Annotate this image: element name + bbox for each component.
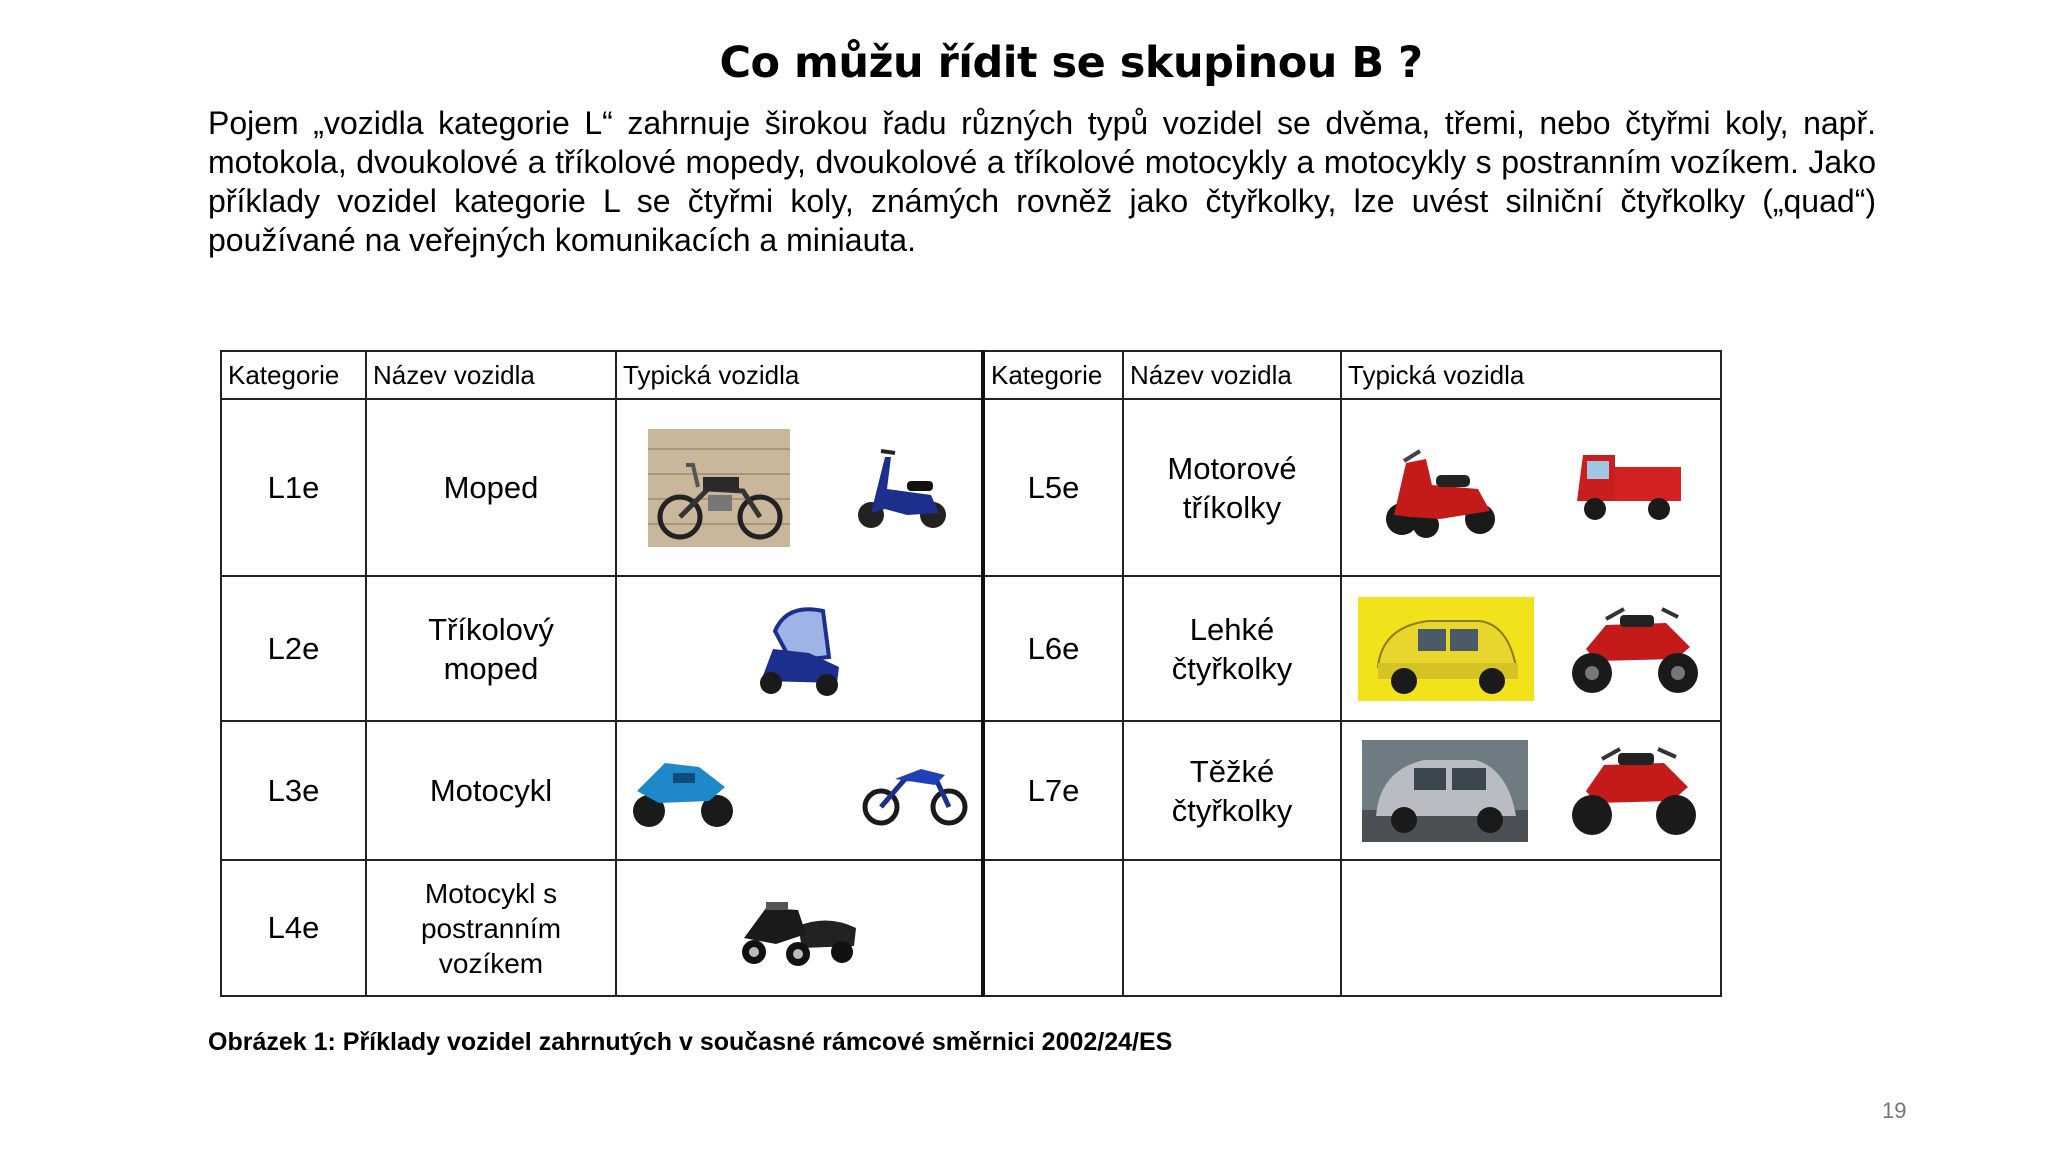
empty-cell [1123,860,1341,996]
page-number: 19 [1882,1098,1907,1123]
microcar-silver-photo [1362,740,1528,842]
typical-vehicles-cell [1341,576,1721,721]
moped-photo [648,429,790,547]
vehicle-name-line: Lehké [1189,611,1275,647]
vehicle-name-cell [366,860,616,996]
table-row [221,576,1721,721]
three-wheel-scooter-photo [1380,445,1498,540]
quad-red-light-photo [1566,599,1704,699]
vehicle-name-cell [366,399,616,576]
vehicle-name-line: Tříkolový [428,611,554,647]
vehicle-name-line: Motocykl s [424,877,558,909]
vehicle-name-line: Motorové [1167,450,1297,486]
header-typical-vehicles-2: Typická vozidla [1341,351,1721,399]
table-header-row [221,351,1721,399]
scooter-photo [851,443,951,533]
sidecar-motorcycle-photo [736,888,862,968]
typical-vehicles-cell [616,721,983,860]
category-cell: L5e [983,399,1123,576]
header-vehicle-name: Název vozidla [366,351,616,399]
typical-vehicles-cell [616,576,983,721]
empty-cell [1341,860,1721,996]
typical-vehicles-cell [616,860,983,996]
vehicle-name-line: tříkolky [1182,489,1282,525]
vehicle-name-line: moped [443,650,539,686]
vehicle-name-line: čtyřkolky [1171,792,1293,828]
vehicle-name-cell [366,721,616,860]
header-category: Kategorie [221,351,366,399]
table-row [221,860,1721,996]
table-row [221,721,1721,860]
header-typical-vehicles: Typická vozidla [616,351,983,399]
typical-vehicles-cell [616,399,983,576]
vehicle-name-line: čtyřkolky [1171,650,1293,686]
category-cell: L3e [221,721,366,860]
covered-three-wheel-moped-photo [751,601,847,697]
vehicle-name-line: Těžké [1189,753,1275,789]
category-cell: L4e [221,860,366,996]
dirt-bike-photo [861,755,969,827]
intro-paragraph: Pojem „vozidla kategorie L“ zahrnuje širokou řadu různých typů vozidel se dvěma, třemi, nebo čtyřmi koly, např. motokola, dvoukolové a tříkolové mopedy, dvoukolové a tříkolové motocykly a motocykly s postranním vozíkem. Jako příklady vozidel kategorie L se čtyřmi koly, známých rovněž jako čtyřkolky, lze uvést silniční čtyřkolky („quad“) používané na veřejných komunikacích a miniauta. [208,105,1876,258]
vehicle-name-cell [1123,399,1341,576]
typical-vehicles-cell [1341,721,1721,860]
vehicle-category-table [220,350,1722,997]
microcar-yellow-photo [1358,597,1534,701]
category-cell: L6e [983,576,1123,721]
quad-red-heavy-photo [1568,741,1700,841]
category-cell: L7e [983,721,1123,860]
category-cell: L1e [221,399,366,576]
header-vehicle-name-2: Název vozidla [1123,351,1341,399]
tricycle-truck-photo [1573,445,1683,525]
slide-title: Co můžu řídit se skupinou B ? [719,38,1423,88]
vehicle-name-line: postranním [420,912,562,944]
figure-caption: Obrázek 1: Příklady vozidel zahrnutých v současné rámcové směrnici 2002/24/ES [208,1028,1173,1056]
vehicle-name-cell [1123,721,1341,860]
vehicle-name-cell [366,576,616,721]
vehicle-name-line: Motocykl [429,773,553,808]
sport-motorcycle-photo [629,751,737,831]
typical-vehicles-cell [1341,399,1721,576]
header-category-2: Kategorie [983,351,1123,399]
empty-cell [983,860,1123,996]
vehicle-name-cell [1123,576,1341,721]
vehicle-name-line: Moped [443,470,539,505]
category-cell: L2e [221,576,366,721]
vehicle-name-line: vozíkem [438,947,544,979]
table-row [221,399,1721,576]
